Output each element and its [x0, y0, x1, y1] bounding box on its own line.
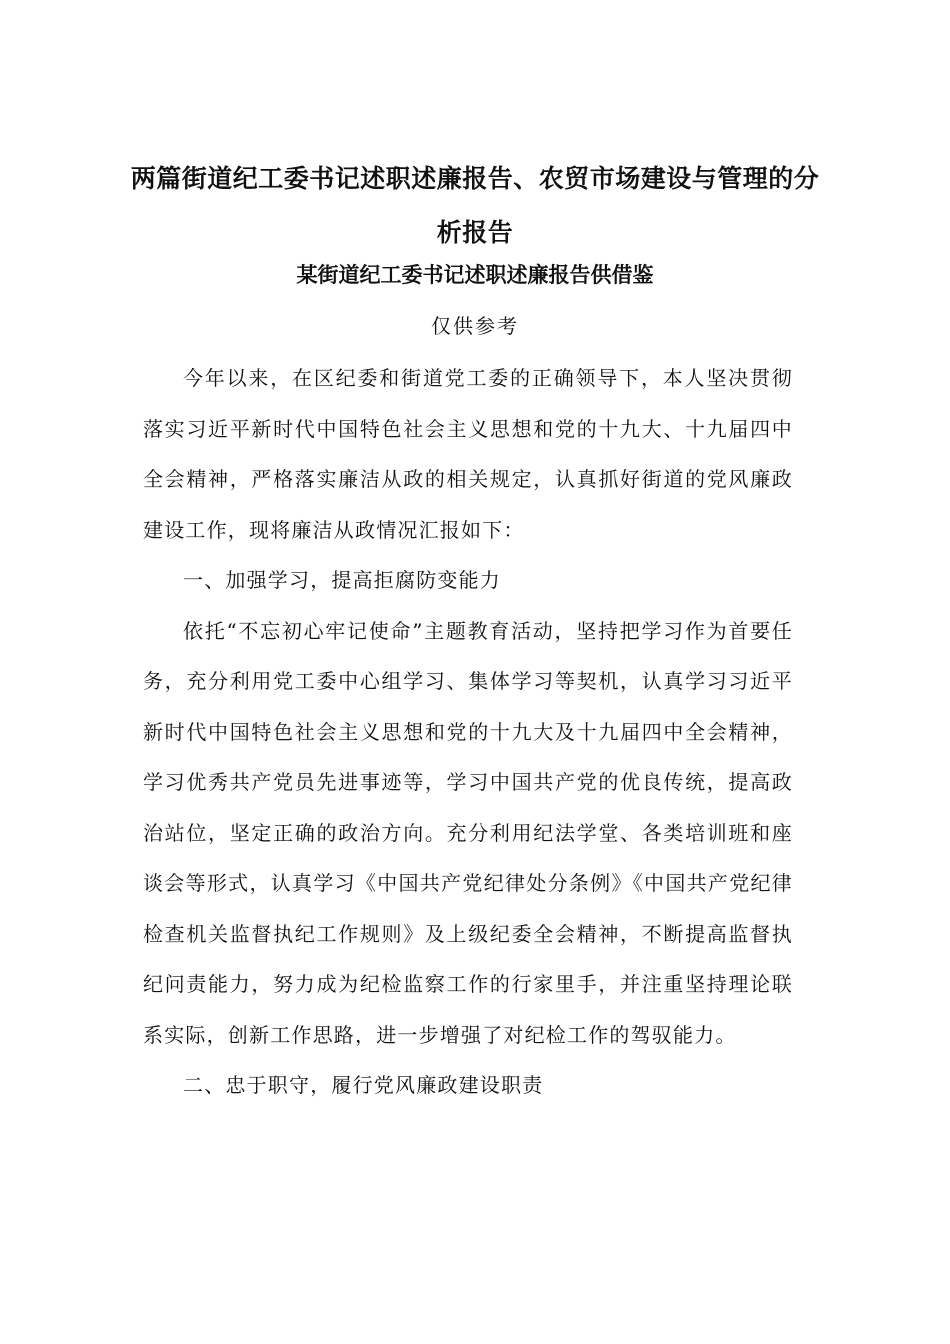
intro-paragraph: 今年以来，在区纪委和街道党工委的正确领导下，本人坚决贯彻落实习近平新时代中国特色社会主义思想和党的十九大、十九届四中全会精神，严格落实廉洁从政的相关规定，认真抓好街道的党风廉政建设工作，现将廉洁从政情况汇报如下：: [143, 366, 793, 542]
document-body: [143, 353, 793, 1111]
section-1-paragraph: 依托“不忘初心牢记使命”主题教育活动，坚持把学习作为首要任务，充分利用党工委中心组学习、集体学习等契机，认真学习习近平新时代中国特色社会主义思想和党的十九大及十九届四中全会精神，学习优秀共产党员先进事迹等，学习中国共产党的优良传统，提高政治站位，坚定正确的政治方向。充分利用纪法学堂、各类培训班和座谈会等形式，认真学习《中国共产党纪律处分条例》《中国共产党纪律检查机关监督执纪工作规则》及上级纪委全会精神，不断提高监督执纪问责能力，努力成为纪检监察工作的行家里手，并注重坚持理论联系实际，创新工作思路，进一步增强了对纪检工作的驾驭能力。: [143, 618, 793, 1047]
section-heading-2: 二、忠于职守，履行党风廉政建设职责: [183, 1073, 544, 1097]
section-heading-1: 一、加强学习，提高拒腐防变能力: [183, 568, 501, 592]
document-title: 两篇街道纪工委书记述职述廉报告、农贸市场建设与管理的分析报告: [130, 164, 820, 247]
document-subtitle: 某街道纪工委书记述职述廉报告供借鉴: [296, 263, 654, 287]
reference-note: 仅供参考: [431, 314, 519, 338]
